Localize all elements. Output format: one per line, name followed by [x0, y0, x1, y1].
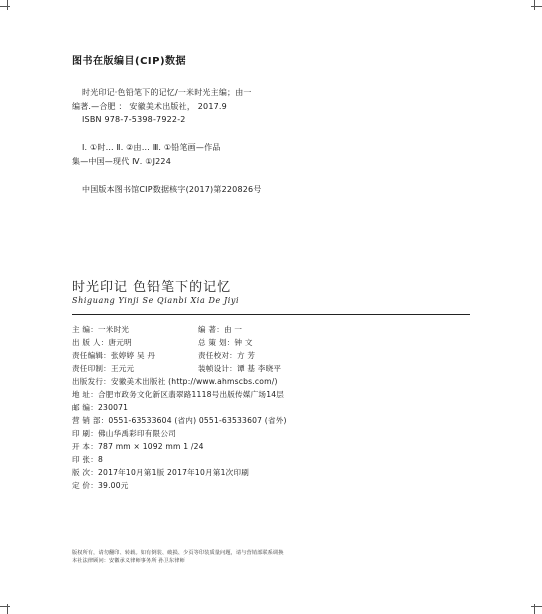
crop-mark-top-right-v: [534, 0, 535, 10]
info-value: 2017年10月第1版 2017年10月第1次印刷: [98, 468, 249, 477]
info-row: [72, 454, 103, 465]
info-label: 邮 编：: [72, 403, 98, 412]
info-row: [72, 324, 129, 335]
info-row: [72, 376, 278, 387]
info-value: 230071: [98, 403, 129, 412]
legal-counsel: 本社法律顾问：安徽承义律师事务所 孙卫东律师: [72, 558, 185, 564]
info-value: 谭 基 李晓平: [236, 364, 282, 373]
info-label: 主 编：: [72, 325, 98, 334]
info-row: [72, 415, 287, 426]
cip-line: 编著.—合肥 ： 安徽美术出版社， 2017.9: [72, 102, 227, 111]
info-label: 责任编辑：: [72, 351, 111, 360]
info-value: 唐元明: [108, 338, 132, 347]
info-label: 编 著：: [198, 325, 224, 334]
info-value: 王元元: [110, 364, 135, 373]
info-value: 由 一: [224, 325, 243, 334]
info-row-right: [198, 363, 281, 374]
info-label: 开 本：: [72, 442, 98, 451]
info-value: 787 mm × 1092 mm 1 /24: [98, 442, 204, 451]
cip-isbn: ISBN 978-7-5398-7922-2: [82, 115, 186, 124]
info-value: 39.00元: [98, 481, 129, 490]
info-row: [72, 480, 129, 491]
book-title: 时光印记 色铅笔下的记忆: [72, 280, 232, 295]
crop-mark-bottom-left: [0, 606, 10, 607]
cip-number: 中国版本图书馆CIP数据核字(2017)第220826号: [82, 185, 262, 194]
info-row: [72, 441, 204, 452]
cip-line: 时光印记·色铅笔下的记忆/一米时光主编；由一: [82, 88, 252, 97]
info-row-right: [198, 337, 253, 348]
info-row: [72, 402, 128, 413]
info-value: 钟 文: [234, 338, 253, 347]
crop-mark-top-right: [531, 6, 542, 7]
info-row: [72, 428, 176, 439]
info-row-right: [198, 350, 255, 361]
info-value: 佛山华禹彩印有限公司: [98, 429, 176, 438]
info-label: 装帧设计：: [198, 364, 237, 373]
info-value: 8: [98, 455, 104, 464]
info-row: [72, 337, 132, 348]
crop-mark-bottom-right: [531, 606, 542, 607]
cip-line: 集—中国—现代 Ⅳ. ①J224: [72, 157, 172, 166]
info-label: 责任校对：: [198, 351, 237, 360]
crop-mark-bottom-right-v: [534, 604, 535, 614]
info-row: [72, 389, 284, 400]
info-value: 方 芳: [236, 351, 256, 360]
info-label: 版 次：: [72, 468, 98, 477]
info-value: 张婷婷 吴 丹: [110, 351, 156, 360]
info-label: 定 价：: [72, 481, 98, 490]
crop-mark-top-left: [0, 6, 10, 7]
info-label: 地 址：: [72, 390, 98, 399]
info-row-right: [198, 324, 242, 335]
info-label: 印 刷：: [72, 429, 98, 438]
info-label: 责任印制：: [72, 364, 111, 373]
info-row: [72, 350, 155, 361]
crop-mark-top-left-v: [7, 0, 8, 10]
info-label: 总 策 划：: [198, 338, 235, 347]
info-label: 出版发行：: [72, 377, 111, 386]
info-label: 营 销 部：: [72, 416, 109, 425]
info-row: [72, 467, 249, 478]
info-label: 出 版 人：: [72, 338, 109, 347]
info-row: [72, 363, 134, 374]
crop-mark-bottom-left-v: [7, 604, 8, 614]
info-value: 一米时光: [98, 325, 130, 334]
info-value: 0551-63533604 (省内) 0551-63533607 (省外): [108, 416, 287, 425]
copyright-notice: 版权所有，请勿翻印、转载。如有倒装、破损、少页等印装质量问题，请与营销部联系调换: [72, 550, 284, 556]
info-value: 安徽美术出版社 (http://www.ahmscbs.com/): [110, 377, 278, 386]
top-rule: [72, 314, 470, 315]
info-value: 合肥市政务文化新区翡翠路1118号出版传媒广场14层: [98, 390, 285, 399]
cip-title: 图书在版编目(CIP)数据: [72, 56, 187, 67]
cip-line: Ⅰ. ①时… Ⅱ. ②由… Ⅲ. ①铅笔画—作品: [82, 143, 221, 152]
book-pinyin: Shiguang Yinji Se Qianbi Xia De Jiyi: [72, 296, 240, 305]
info-label: 印 张：: [72, 455, 98, 464]
